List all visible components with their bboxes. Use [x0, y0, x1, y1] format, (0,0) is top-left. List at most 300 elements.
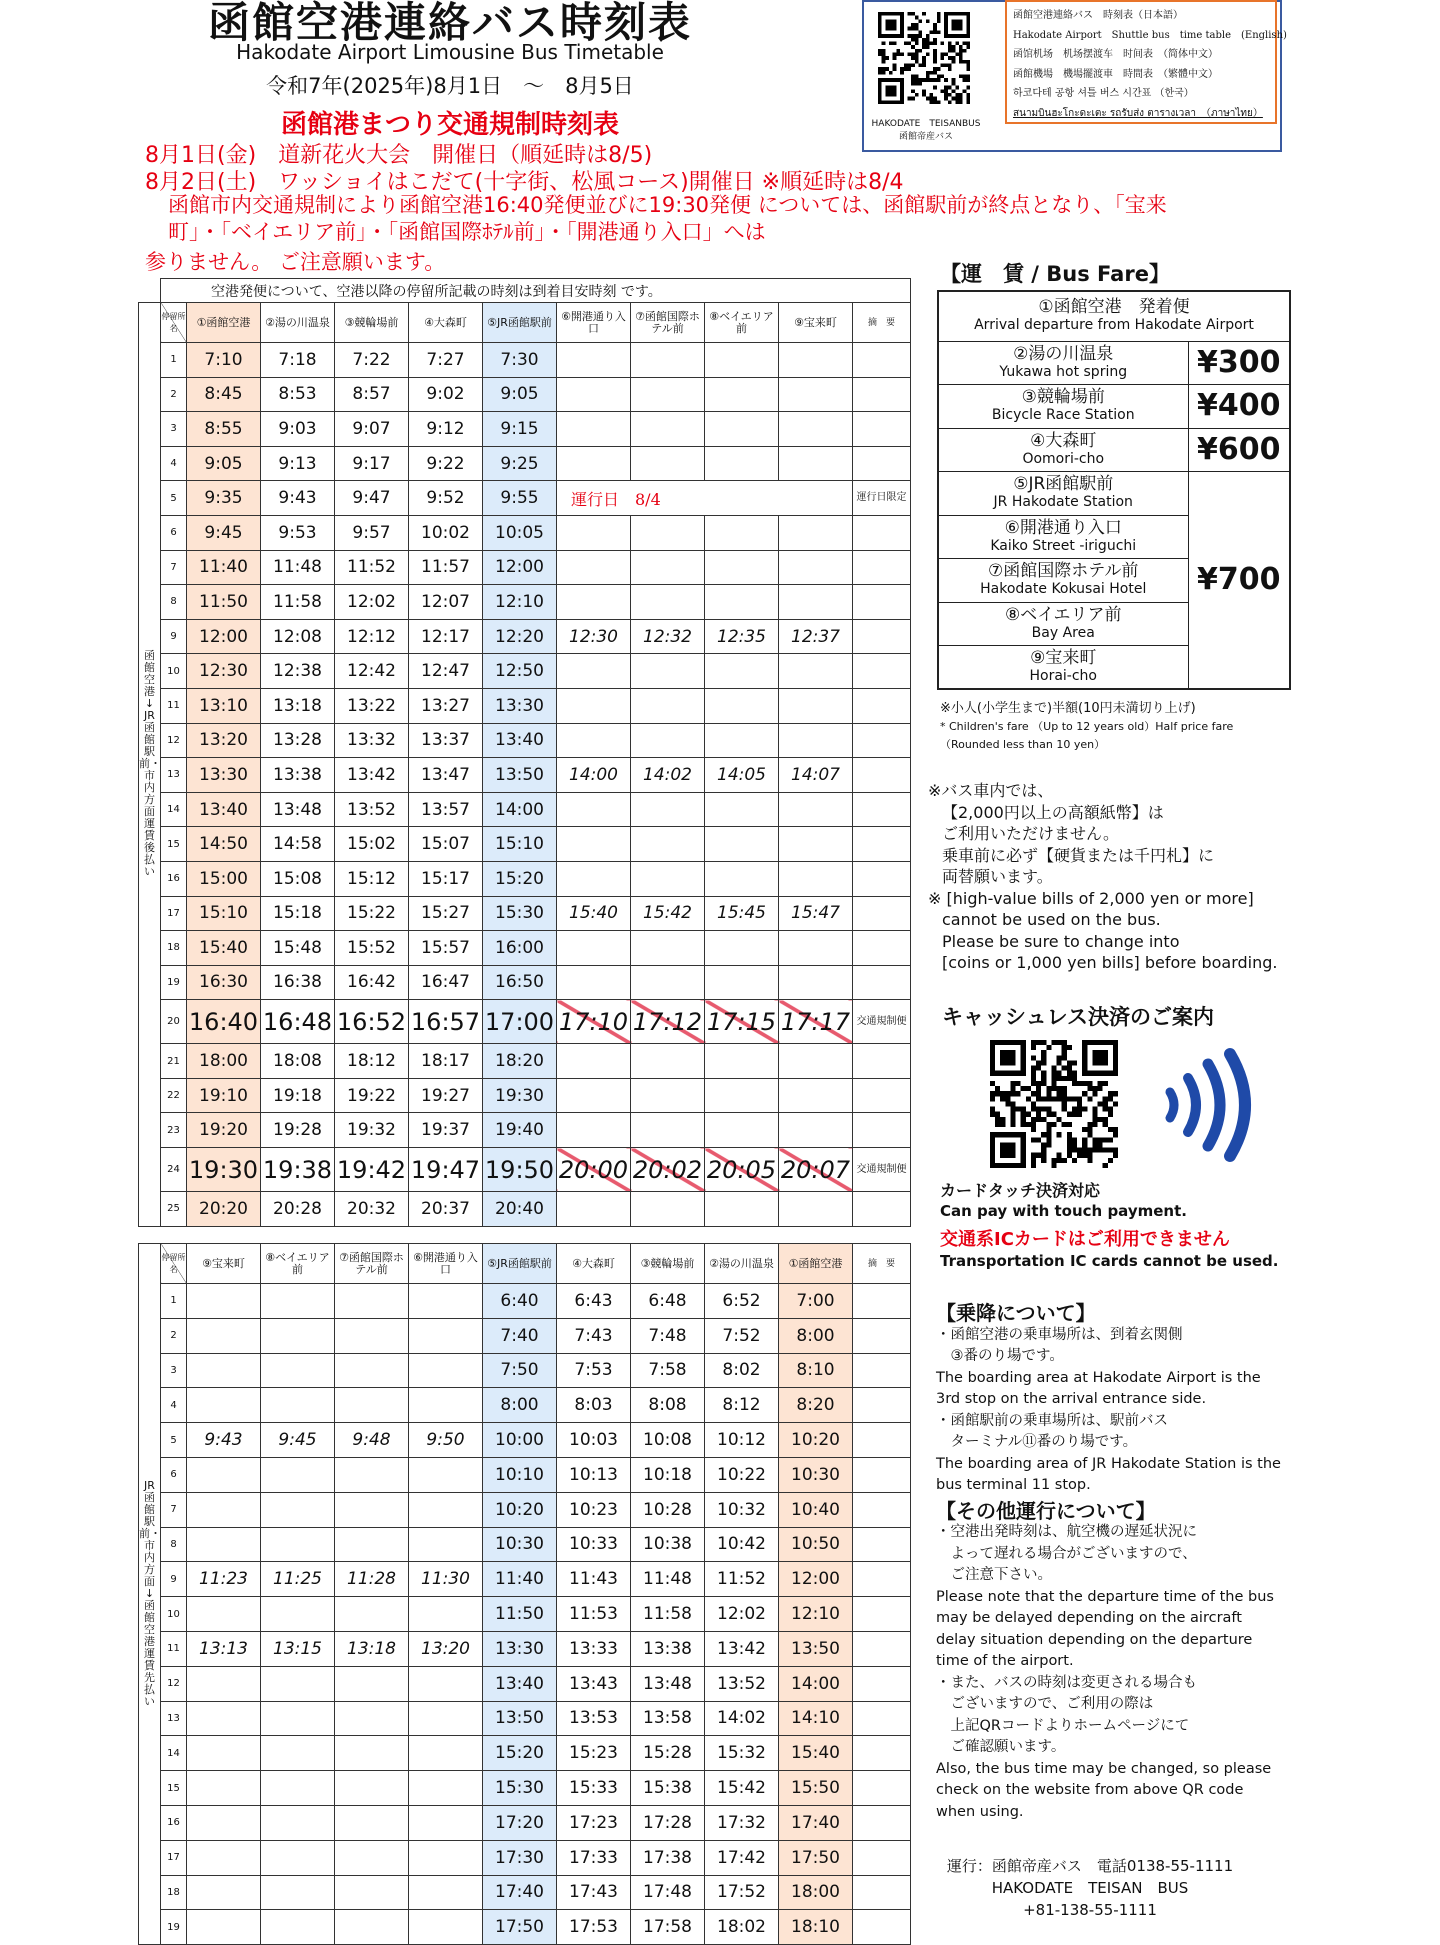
table-row: [139, 1631, 911, 1666]
time-cell: 17:50: [779, 1840, 853, 1875]
time-cell: 13:30: [187, 758, 261, 793]
time-cell: 10:50: [779, 1527, 853, 1562]
time-cell: 11:52: [705, 1562, 779, 1597]
fare-price: ¥400: [1188, 385, 1290, 429]
row-number: 21: [161, 1044, 187, 1079]
time-cell: 17:23: [557, 1805, 631, 1840]
time-cell: [335, 1284, 409, 1319]
table-row: [139, 1044, 911, 1079]
info-line: delay situation depending on the departure: [936, 1631, 1253, 1648]
row-number: 19: [161, 1910, 187, 1945]
row-number: 3: [161, 412, 187, 447]
other-title: 【その他運行について】: [936, 1498, 1156, 1523]
remark-cell: [853, 1078, 911, 1113]
time-cell: 13:13: [187, 1631, 261, 1666]
time-cell: 8:00: [779, 1318, 853, 1353]
info-line: ターミナル⑪番のり場です。: [936, 1434, 1138, 1450]
time-cell: 9:03: [261, 412, 335, 447]
info-line: The boarding area at Hakodate Airport is the: [936, 1369, 1261, 1386]
table-row: [139, 1840, 911, 1875]
row-number: 17: [161, 896, 187, 931]
fare-stop: ④大森町 Oomori-cho: [938, 428, 1188, 472]
time-cell: 20:28: [261, 1192, 335, 1227]
remark-cell: [853, 446, 911, 481]
time-cell: 16:48: [261, 1000, 335, 1044]
lang-item: 函館機場 機場擺渡車 時間表 （繁體中文）: [1013, 68, 1218, 80]
operator-info: 運行：函館帝産バス 電話0138-55-1111 HAKODATE TEISAN BUS +81-138-55-1111: [946, 1857, 1234, 1919]
time-cell: 17:40: [779, 1805, 853, 1840]
time-cell: 18:10: [779, 1910, 853, 1945]
info-line: [coins or 1,000 yen bills] before boarding.: [942, 953, 1278, 972]
time-cell: 13:50: [779, 1631, 853, 1666]
time-cell: 13:22: [335, 688, 409, 723]
time-cell: 15:40: [557, 896, 631, 931]
qr-code-icon[interactable]: [990, 1040, 1118, 1168]
row-number: 12: [161, 1666, 187, 1701]
time-cell: [409, 1875, 483, 1910]
time-cell: 11:23: [187, 1562, 261, 1597]
time-cell: 9:02: [409, 377, 483, 412]
time-cell: 14:58: [261, 827, 335, 862]
touch-pay-en: Can pay with touch payment.: [940, 1202, 1187, 1220]
time-cell: 15:10: [483, 827, 557, 862]
time-cell: [335, 1318, 409, 1353]
row-number: 1: [161, 1284, 187, 1319]
time-cell: 15:17: [409, 861, 483, 896]
time-cell: 15:45: [705, 896, 779, 931]
row-number: 18: [161, 1875, 187, 1910]
time-cell: 11:40: [187, 550, 261, 585]
outbound-side-label: 函館空港 ↓ JR函館駅前・市内方面 運賃 後払い: [139, 303, 161, 1227]
time-cell: 12:42: [335, 654, 409, 689]
boarding-info: [936, 1303, 1296, 1823]
time-cell: [557, 931, 631, 966]
row-number: 11: [161, 688, 187, 723]
time-cell: [409, 1597, 483, 1632]
time-cell: [705, 792, 779, 827]
time-cell: 9:48: [335, 1423, 409, 1458]
row-number: 15: [161, 1771, 187, 1806]
row-number: 16: [161, 861, 187, 896]
row-number: 10: [161, 1597, 187, 1632]
lang-item: 函館空港連絡バス 時刻表（日本語）: [1013, 10, 1183, 21]
time-cell: 9:07: [335, 412, 409, 447]
remark-cell: [853, 1666, 911, 1701]
header-stop: ⑥開港通り入口: [557, 303, 631, 343]
info-line: when using.: [936, 1803, 1024, 1820]
time-cell: [409, 1805, 483, 1840]
time-cell: 16:42: [335, 965, 409, 1000]
time-cell: 11:28: [335, 1562, 409, 1597]
time-cell: 12:00: [483, 550, 557, 585]
time-cell: 15:52: [335, 931, 409, 966]
time-cell: [335, 1527, 409, 1562]
time-cell: 13:27: [409, 688, 483, 723]
remark-cell: [853, 688, 911, 723]
time-cell: [261, 1457, 335, 1492]
time-cell: 14:10: [779, 1701, 853, 1736]
table-row: [139, 931, 911, 966]
time-cell: 13:52: [335, 792, 409, 827]
time-cell: [631, 861, 705, 896]
time-cell: 13:33: [557, 1631, 631, 1666]
row-number: 17: [161, 1840, 187, 1875]
time-cell: [187, 1492, 261, 1527]
fare-stop: ⑥開港通り入口 Kaiko Street -iriguchi: [938, 515, 1188, 559]
time-cell: [557, 412, 631, 447]
time-cell: [261, 1597, 335, 1632]
lang-item: สนามบินฮะโกะดะเตะ รถรับส่ง ตารางเวลา （ภาษาไทย）: [1013, 107, 1263, 119]
time-cell: 12:30: [187, 654, 261, 689]
time-cell: 16:00: [483, 931, 557, 966]
cash-note: [928, 780, 1277, 974]
time-cell: 11:48: [261, 550, 335, 585]
time-cell: 7:30: [483, 343, 557, 378]
info-line: ※バス車内では、: [928, 781, 1054, 800]
time-cell: [409, 1910, 483, 1945]
boarding-title: 【乗降について】: [936, 1301, 1096, 1325]
row-number: 8: [161, 585, 187, 620]
row-number: 13: [161, 758, 187, 793]
time-cell: 13:37: [409, 723, 483, 758]
time-cell: 17:12: [631, 1000, 705, 1044]
time-cell: [261, 1840, 335, 1875]
info-line: time of the airport.: [936, 1653, 1074, 1669]
time-cell: 8:53: [261, 377, 335, 412]
remark-cell: [853, 931, 911, 966]
info-line: 3rd stop on the arrival entrance side.: [936, 1391, 1207, 1407]
header-stop: ⑤JR函館駅前: [483, 1244, 557, 1284]
time-cell: 8:55: [187, 412, 261, 447]
time-cell: 13:28: [261, 723, 335, 758]
time-cell: 12:02: [335, 585, 409, 620]
header-stop: ②湯の川温泉: [705, 1244, 779, 1284]
info-line: Please note that the departure time of the bus: [936, 1588, 1274, 1605]
time-cell: 14:50: [187, 827, 261, 862]
time-cell: [187, 1527, 261, 1562]
time-cell: [335, 1736, 409, 1771]
time-cell: [631, 1078, 705, 1113]
time-cell: 9:43: [187, 1423, 261, 1458]
time-cell: [187, 1597, 261, 1632]
time-cell: 13:10: [187, 688, 261, 723]
table-row: [139, 1492, 911, 1527]
table-row: [139, 1423, 911, 1458]
time-cell: [557, 654, 631, 689]
time-cell: 11:53: [557, 1597, 631, 1632]
time-cell: [705, 861, 779, 896]
time-cell: 13:18: [261, 688, 335, 723]
time-cell: [261, 1701, 335, 1736]
table-row: [139, 585, 911, 620]
table-row: [139, 1736, 911, 1771]
remark-cell: [853, 1284, 911, 1319]
table-row: [139, 723, 911, 758]
time-cell: [409, 1318, 483, 1353]
table-row: [139, 861, 911, 896]
time-cell: 10:32: [705, 1492, 779, 1527]
table-row: [139, 1910, 911, 1945]
touch-pay-jp: カードタッチ決済対応: [940, 1181, 1101, 1200]
time-cell: 11:48: [631, 1562, 705, 1597]
time-cell: 11:30: [409, 1562, 483, 1597]
time-cell: 7:53: [557, 1353, 631, 1388]
time-cell: 16:50: [483, 965, 557, 1000]
time-cell: 13:42: [705, 1631, 779, 1666]
time-cell: 17:28: [631, 1805, 705, 1840]
info-line: よって遅れる場合がございますので、: [936, 1545, 1197, 1562]
table-row: [139, 1875, 911, 1910]
qr-code-icon[interactable]: [878, 6, 970, 110]
time-cell: [409, 1457, 483, 1492]
ic-card-warning-en: Transportation IC cards cannot be used.: [940, 1252, 1279, 1270]
time-cell: 15:30: [483, 896, 557, 931]
time-cell: 9:22: [409, 446, 483, 481]
time-cell: [409, 1353, 483, 1388]
fare-table: [937, 290, 1291, 690]
time-cell: [335, 1597, 409, 1632]
table-row: [139, 1353, 911, 1388]
time-cell: [261, 1736, 335, 1771]
time-cell: [187, 1701, 261, 1736]
info-line: Also, the bus time may be changed, so please: [936, 1760, 1272, 1777]
time-cell: [631, 654, 705, 689]
time-cell: [557, 550, 631, 585]
time-cell: [779, 585, 853, 620]
row-number: 3: [161, 1353, 187, 1388]
time-cell: [705, 585, 779, 620]
table-row: [139, 792, 911, 827]
header-stop: ①函館空港: [779, 1244, 853, 1284]
date-range: 令和7年(2025年)8月1日 ～ 8月5日: [266, 74, 634, 98]
time-cell: [409, 1771, 483, 1806]
table-row: [139, 412, 911, 447]
remark-cell: [853, 723, 911, 758]
row-number: 5: [161, 481, 187, 516]
time-cell: [631, 1044, 705, 1079]
time-cell: 18:00: [187, 1044, 261, 1079]
time-cell: 16:38: [261, 965, 335, 1000]
time-cell: 11:25: [261, 1562, 335, 1597]
row-number: 22: [161, 1078, 187, 1113]
time-cell: [705, 515, 779, 550]
time-cell: [631, 965, 705, 1000]
table-row: [139, 1000, 911, 1044]
time-cell: 15:33: [557, 1771, 631, 1806]
time-cell: [705, 343, 779, 378]
info-line: ・空港出発時刻は、航空機の遅延状況に: [936, 1524, 1197, 1540]
row-number: 13: [161, 1701, 187, 1736]
time-cell: [557, 446, 631, 481]
remark-cell: [853, 1527, 911, 1562]
time-cell: [409, 1736, 483, 1771]
time-cell: 13:43: [557, 1666, 631, 1701]
row-number: 12: [161, 723, 187, 758]
time-cell: [779, 792, 853, 827]
time-cell: 20:07: [779, 1148, 853, 1192]
table-row: [139, 1318, 911, 1353]
row-number: 18: [161, 931, 187, 966]
time-cell: 9:25: [483, 446, 557, 481]
table-row: [139, 1457, 911, 1492]
time-cell: 9:53: [261, 515, 335, 550]
time-cell: 15:40: [187, 931, 261, 966]
time-cell: [335, 1910, 409, 1945]
time-cell: 17:58: [631, 1910, 705, 1945]
time-cell: [779, 1113, 853, 1148]
time-cell: 12:37: [779, 619, 853, 654]
time-cell: 13:20: [187, 723, 261, 758]
time-cell: 15:02: [335, 827, 409, 862]
header-stop: ⑧ベイエリア前: [261, 1244, 335, 1284]
info-line: 乗車前に必ず【硬貨または千円札】に: [942, 845, 1215, 865]
time-cell: 14:00: [557, 758, 631, 793]
time-cell: [187, 1875, 261, 1910]
remark-cell: [853, 1631, 911, 1666]
time-cell: 15:50: [779, 1771, 853, 1806]
fare-price: ¥600: [1188, 428, 1290, 472]
row-number: 6: [161, 515, 187, 550]
remark-cell: [853, 343, 911, 378]
time-cell: 11:58: [631, 1597, 705, 1632]
time-cell: [557, 585, 631, 620]
time-cell: 13:38: [631, 1631, 705, 1666]
time-cell: 8:20: [779, 1388, 853, 1423]
table-row: [139, 515, 911, 550]
time-cell: [261, 1666, 335, 1701]
table-row: [139, 550, 911, 585]
time-cell: 17:40: [483, 1875, 557, 1910]
time-cell: 10:20: [483, 1492, 557, 1527]
remark-cell: [853, 896, 911, 931]
time-cell: 15:32: [705, 1736, 779, 1771]
time-cell: 9:43: [261, 481, 335, 516]
row-number: 7: [161, 1492, 187, 1527]
time-cell: 15:42: [631, 896, 705, 931]
remark-cell: [853, 550, 911, 585]
fare-row: [938, 385, 1290, 429]
time-cell: [705, 654, 779, 689]
time-cell: 7:18: [261, 343, 335, 378]
time-cell: [631, 792, 705, 827]
remark-cell: [853, 377, 911, 412]
info-line: ございますので、ご利用の際は: [936, 1696, 1154, 1712]
qr-caption: HAKODATE TEISANBUS 函館帝産バス: [871, 119, 981, 142]
time-cell: 10:18: [631, 1457, 705, 1492]
remark-cell: [853, 515, 911, 550]
time-cell: 13:18: [335, 1631, 409, 1666]
remark-cell: [853, 585, 911, 620]
time-cell: [557, 723, 631, 758]
time-cell: 19:47: [409, 1148, 483, 1192]
time-cell: 9:35: [187, 481, 261, 516]
time-cell: 10:30: [779, 1457, 853, 1492]
info-line: may be delayed depending on the aircraft: [936, 1610, 1242, 1626]
time-cell: 13:32: [335, 723, 409, 758]
time-cell: 12:35: [705, 619, 779, 654]
table-row: [139, 1771, 911, 1806]
time-cell: [187, 1318, 261, 1353]
time-cell: [631, 377, 705, 412]
time-cell: 12:12: [335, 619, 409, 654]
table-row: [139, 343, 911, 378]
time-cell: [705, 827, 779, 862]
table-row: [139, 1701, 911, 1736]
time-cell: 7:48: [631, 1318, 705, 1353]
row-number: 9: [161, 619, 187, 654]
time-cell: 19:42: [335, 1148, 409, 1192]
time-cell: 14:02: [705, 1701, 779, 1736]
time-cell: 9:17: [335, 446, 409, 481]
time-cell: [631, 515, 705, 550]
header-stop: ①函館空港: [187, 303, 261, 343]
time-cell: 15:18: [261, 896, 335, 931]
time-cell: [409, 1492, 483, 1527]
info-line: ③番のり場です。: [936, 1348, 1064, 1364]
remark-cell: [853, 1192, 911, 1227]
stop-label: 停留所名: [161, 1244, 187, 1284]
time-cell: [261, 1805, 335, 1840]
remark-cell: [853, 1388, 911, 1423]
outbound-caption: 空港発便について、空港以降の停留所記載の時刻は到着目安時刻 です。: [161, 279, 911, 303]
fare-row: [938, 472, 1290, 516]
table-row: [139, 1666, 911, 1701]
time-cell: 14:05: [705, 758, 779, 793]
time-cell: [631, 723, 705, 758]
time-cell: 17:33: [557, 1840, 631, 1875]
time-cell: 15:48: [261, 931, 335, 966]
time-cell: [557, 861, 631, 896]
row-number: 2: [161, 377, 187, 412]
row-number: 2: [161, 1318, 187, 1353]
time-cell: [261, 1771, 335, 1806]
time-cell: 14:00: [483, 792, 557, 827]
time-cell: 17:00: [483, 1000, 557, 1044]
remark-cell: [853, 1492, 911, 1527]
time-cell: 10:30: [483, 1527, 557, 1562]
time-cell: 10:42: [705, 1527, 779, 1562]
time-cell: [409, 1666, 483, 1701]
row-number: 23: [161, 1113, 187, 1148]
time-cell: 10:28: [631, 1492, 705, 1527]
page-title: 函館空港連絡バス時刻表: [207, 0, 692, 47]
table-row: [139, 1148, 911, 1192]
time-cell: [557, 515, 631, 550]
time-cell: [335, 1875, 409, 1910]
info-line: ご注意下さい。: [936, 1567, 1052, 1583]
time-cell: 6:52: [705, 1284, 779, 1319]
time-cell: 8:03: [557, 1388, 631, 1423]
time-cell: 13:40: [483, 723, 557, 758]
time-cell: 15:40: [779, 1736, 853, 1771]
time-cell: [557, 1113, 631, 1148]
time-cell: [557, 377, 631, 412]
time-cell: 10:12: [705, 1423, 779, 1458]
time-cell: 11:40: [483, 1562, 557, 1597]
time-cell: 19:38: [261, 1148, 335, 1192]
time-cell: 20:32: [335, 1192, 409, 1227]
table-row: [139, 481, 911, 516]
time-cell: 10:33: [557, 1527, 631, 1562]
fare-stop: ⑧ベイエリア前 Bay Area: [938, 602, 1188, 646]
time-cell: 17:20: [483, 1805, 557, 1840]
time-cell: [187, 1457, 261, 1492]
time-cell: 17:17: [779, 1000, 853, 1044]
time-cell: 13:30: [483, 688, 557, 723]
time-cell: 13:15: [261, 1631, 335, 1666]
festival-title: 函館港まつり交通規制時刻表: [280, 110, 619, 140]
time-cell: 18:20: [483, 1044, 557, 1079]
